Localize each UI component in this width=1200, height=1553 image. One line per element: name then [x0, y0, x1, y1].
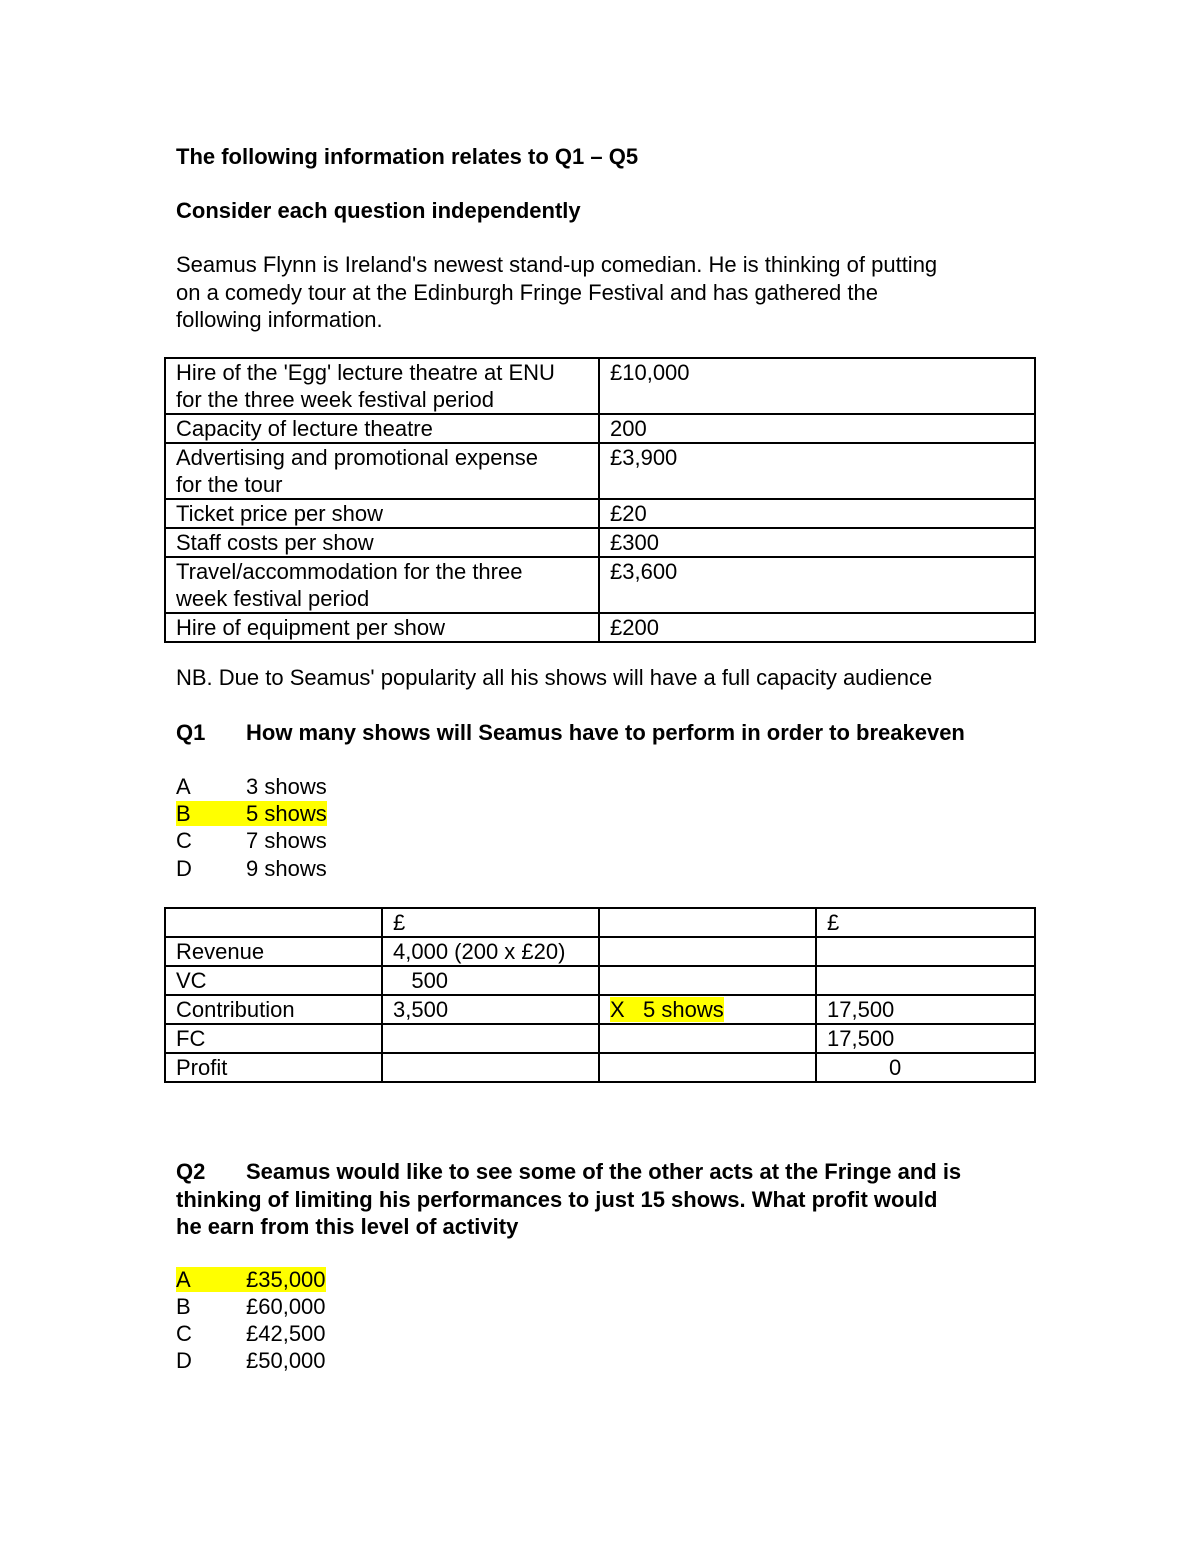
option-text: 5 shows [246, 801, 327, 826]
q1-option-c [176, 827, 327, 854]
table-row [165, 908, 1035, 937]
table-cell: Ticket price per show [165, 499, 599, 528]
intro-paragraph-line-1: Seamus Flynn is Ireland's newest stand-up comedian. He is thinking of putting [176, 252, 938, 277]
table-cell: £20 [599, 499, 1035, 528]
option-letter: B [176, 1294, 191, 1319]
option-letter: A [176, 774, 191, 799]
option-letter: D [176, 1348, 192, 1373]
table-row [165, 528, 1035, 557]
table-cell [816, 966, 1035, 995]
option-letter: B [176, 801, 191, 826]
table-row [165, 358, 1035, 414]
option-letter: D [176, 856, 192, 881]
table-cell [599, 937, 816, 966]
q2-question-line-2: thinking of limiting his performances to just 15 shows. What profit would [176, 1187, 938, 1212]
option-letter: C [176, 1321, 192, 1346]
q2-number: Q2 [176, 1159, 206, 1184]
table-cell [599, 1053, 816, 1082]
heading-consider: Consider each question independently [176, 198, 581, 223]
info-table [164, 357, 1036, 643]
table-cell [599, 908, 816, 937]
cell-text: Advertising and promotional expense [176, 445, 539, 470]
note-text: NB. Due to Seamus' popularity all his shows will have a full capacity audience [176, 665, 933, 690]
table-cell [165, 908, 382, 937]
table-cell: 200 [599, 414, 1035, 443]
table-cell [382, 1024, 599, 1053]
table-row [165, 1053, 1035, 1082]
option-text: £42,500 [246, 1321, 326, 1346]
q2-question-line-3: he earn from this level of activity [176, 1214, 519, 1239]
table-cell: 17,500 [816, 995, 1035, 1024]
option-letter: A [176, 1267, 191, 1292]
table-row [165, 995, 1035, 1024]
option-text: 9 shows [246, 856, 327, 881]
q2-option-d [176, 1347, 326, 1374]
cell-text: Travel/accommodation for the three [176, 559, 523, 584]
table-cell: Contribution [165, 995, 382, 1024]
option-text: 3 shows [246, 774, 327, 799]
table-cell: Revenue [165, 937, 382, 966]
table-cell [599, 995, 816, 1024]
q1-question [176, 719, 965, 746]
table-cell: 17,500 [816, 1024, 1035, 1053]
q2-option-c [176, 1320, 326, 1347]
cell-text: week festival period [176, 586, 370, 611]
cell-text: for the tour [176, 472, 283, 497]
cell-text: for the three week festival period [176, 387, 494, 412]
table-cell: £10,000 [599, 358, 1035, 414]
q1-option-d [176, 855, 327, 882]
table-cell: Hire of equipment per show [165, 613, 599, 642]
q1-number: Q1 [176, 720, 206, 745]
table-cell [165, 358, 599, 414]
table-cell [599, 966, 816, 995]
table-cell [165, 443, 599, 499]
table-cell [165, 557, 599, 613]
intro-paragraph-line-3: following information. [176, 307, 383, 332]
table-cell: Capacity of lecture theatre [165, 414, 599, 443]
table-cell: £300 [599, 528, 1035, 557]
table-row [165, 613, 1035, 642]
table-cell [382, 1053, 599, 1082]
intro-paragraph-line-2: on a comedy tour at the Edinburgh Fringe Festival and has gathered the [176, 280, 878, 305]
table-cell: 0 [816, 1053, 1035, 1082]
q2-question-text: Seamus would like to see some of the other acts at the Fringe and is [246, 1159, 962, 1184]
table-cell: 500 [382, 966, 599, 995]
calc-table [164, 907, 1036, 1083]
table-cell: Staff costs per show [165, 528, 599, 557]
table-cell: VC [165, 966, 382, 995]
q2-option-b [176, 1293, 326, 1320]
table-cell: £3,900 [599, 443, 1035, 499]
q1-question-text: How many shows will Seamus have to perform in order to breakeven [246, 720, 965, 745]
option-text: £60,000 [246, 1294, 326, 1319]
table-row [165, 937, 1035, 966]
table-cell [599, 1024, 816, 1053]
table-cell: £ [382, 908, 599, 937]
q2-option-a [176, 1266, 326, 1293]
table-row [165, 1024, 1035, 1053]
table-cell: £3,600 [599, 557, 1035, 613]
highlighted-multiplier: X 5 shows [610, 997, 724, 1022]
table-cell: 3,500 [382, 995, 599, 1024]
table-row [165, 966, 1035, 995]
table-cell: £ [816, 908, 1035, 937]
table-cell: 4,000 (200 x £20) [382, 937, 599, 966]
table-cell [816, 937, 1035, 966]
table-cell: Profit [165, 1053, 382, 1082]
q2-question-line-1 [176, 1158, 961, 1185]
option-letter: C [176, 828, 192, 853]
option-text: 7 shows [246, 828, 327, 853]
table-row [165, 499, 1035, 528]
table-cell: £200 [599, 613, 1035, 642]
table-cell: FC [165, 1024, 382, 1053]
option-text: £35,000 [246, 1267, 326, 1292]
table-row [165, 557, 1035, 613]
option-text: £50,000 [246, 1348, 326, 1373]
q1-option-a [176, 773, 327, 800]
table-row [165, 443, 1035, 499]
q1-option-b [176, 800, 327, 827]
heading-info: The following information relates to Q1 – Q5 [176, 144, 639, 169]
cell-text: Hire of the 'Egg' lecture theatre at ENU [176, 360, 555, 385]
table-row [165, 414, 1035, 443]
